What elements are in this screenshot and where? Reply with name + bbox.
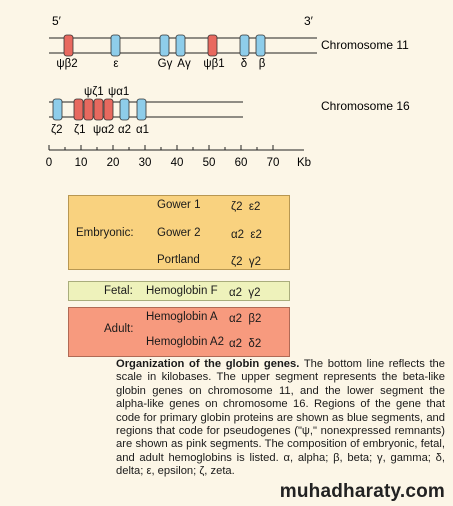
portland-chains: ζ2 γ2 (231, 256, 262, 268)
scale-tick-label: 30 (138, 157, 152, 169)
chromosome-16-label: Chromosome 16 (321, 99, 410, 113)
caption-body: The bottom line reflects the scale in kilobases. The upper segment represents the beta-like globin genes on chromosome 11, and the lower segment the alpha-like genes on chromosome 16. Regions of the gene that code for primary globin proteins are shown as blue segments, and regions that code for pseudogenes ("ψ," nonexpressed remnants) are shown as pink segments. The composition of embryonic, fetal, and adult hemoglobins is listed. α, alpha; β, beta; γ, gamma; δ, delta; ε, epsilon; ζ, zeta. (116, 358, 446, 478)
gower1-name: Gower 1 (157, 199, 201, 211)
hemoglobin-a2-name: Hemoglobin A2 (146, 336, 224, 348)
adult-label: Adult: (104, 323, 134, 335)
chr11-gene-3 (160, 35, 169, 56)
zeta1-label: ζ1 (74, 124, 86, 136)
chromosome-11-map (49, 14, 409, 70)
hemoglobin-f-name: Hemoglobin F (146, 285, 218, 297)
chr16-gene-1 (53, 99, 62, 120)
gower2-name: Gower 2 (157, 227, 201, 239)
watermark: muhadharaty.com (279, 481, 445, 502)
chr11-gene-1 (64, 35, 73, 56)
chr11-gene-2 (111, 35, 120, 56)
hemoglobin-a-name: Hemoglobin A (146, 311, 218, 323)
chr11-gene-5 (208, 35, 217, 56)
zeta2-label: ζ2 (51, 124, 63, 136)
chr11-gene-6 (240, 35, 249, 56)
psi-alpha1-label: ψα1 (108, 86, 130, 98)
scale-tick-label: 50 (202, 157, 216, 169)
chr16-gene-7 (137, 99, 146, 120)
caption-title: Organization of the globin genes. (116, 358, 300, 370)
chr16-gene-6 (120, 99, 129, 120)
portland-name: Portland (157, 254, 200, 266)
chr11-gene-label-4: Aγ (177, 58, 191, 70)
scale-tick-label: 0 (45, 157, 53, 169)
chr11-gene-label-1: ψβ2 (56, 58, 78, 70)
chromosome-16-map (49, 86, 410, 136)
chromosome-11-label: Chromosome 11 (321, 38, 409, 52)
chr11-gene-label-5: ψβ1 (203, 58, 225, 70)
alpha1-label: α1 (136, 124, 150, 136)
gower2-chains: α2 ε2 (231, 229, 262, 241)
psi-alpha2-label: ψα2 (93, 124, 115, 136)
kilobase-scale (46, 145, 311, 169)
scale-ticks (46, 145, 280, 169)
five-prime-label: 5′ (52, 14, 61, 28)
chr16-gene-2 (74, 99, 83, 120)
alpha2-label: α2 (118, 124, 132, 136)
chr16-gene-5 (104, 99, 113, 120)
scale-tick-label: 60 (234, 157, 248, 169)
three-prime-label: 3′ (304, 14, 313, 28)
hemoglobin-a2-chains: α2 δ2 (229, 338, 262, 350)
chr16-gene-4 (94, 99, 103, 120)
psi-zeta1-label: ψζ1 (84, 86, 104, 98)
scale-tick-label: 20 (106, 157, 120, 169)
scale-tick-label: 70 (266, 157, 280, 169)
hemoglobin-f-chains: α2 γ2 (229, 287, 261, 299)
scale-tick-label: 40 (170, 157, 184, 169)
chr11-gene-label-6: δ (240, 58, 248, 70)
gower1-chains: ζ2 ε2 (231, 201, 261, 213)
chr11-gene-7 (256, 35, 265, 56)
chr11-gene-label-7: β (258, 58, 266, 70)
scale-tick-label: 10 (74, 157, 88, 169)
chr11-gene-label-2: ε (113, 58, 119, 70)
chr16-gene-3 (84, 99, 93, 120)
hemoglobin-a-chains: α2 β2 (229, 313, 262, 325)
fetal-label: Fetal: (104, 285, 133, 297)
chr11-gene-4 (176, 35, 185, 56)
embryonic-label: Embryonic: (76, 227, 134, 239)
scale-unit-label: Kb (297, 157, 312, 169)
figure-caption (8, 358, 445, 479)
chr11-gene-label-3: Gγ (157, 58, 173, 70)
